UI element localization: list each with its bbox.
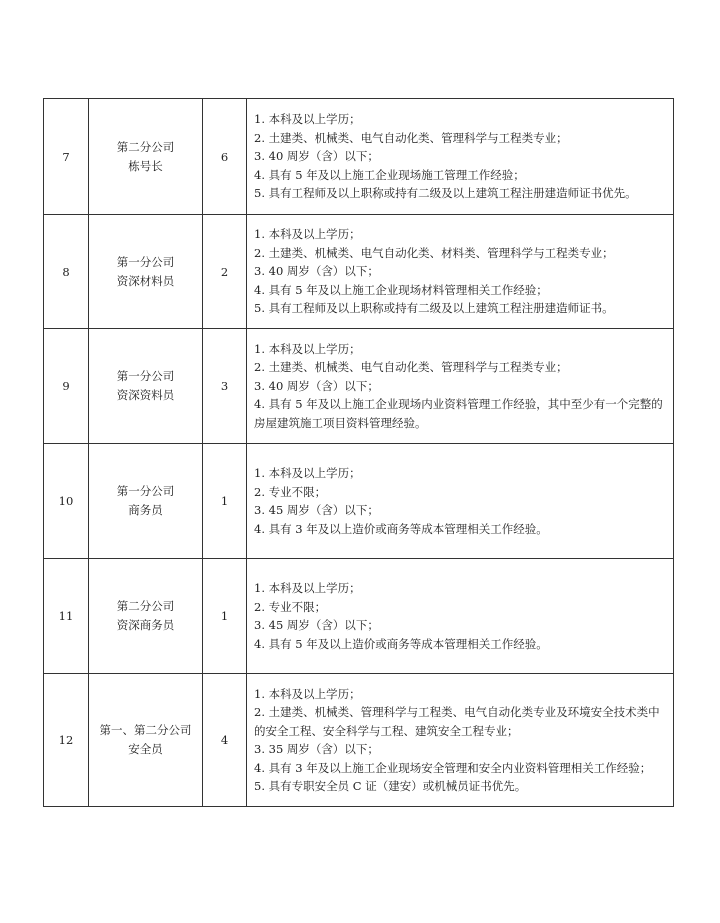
position-cell [89, 329, 203, 444]
requirements-cell [247, 559, 674, 674]
headcount: 2 [203, 215, 247, 329]
requirement-line: 2. 土建类、机械类、电气自动化类、材料类、管理科学与工程类专业； [254, 245, 614, 260]
requirement-line: 5. 具有专职安全员 C 证（建安）或机械员证书优先。 [254, 779, 527, 793]
requirement-line: 2. 专业不限； [254, 599, 327, 614]
requirement-line: 4. 具有 5 年及以上施工企业现场内业资料管理工作经验，其中至少有一个完整的房屋建筑施工项目资料管理经验。 [254, 397, 663, 430]
table-row [44, 444, 674, 559]
requirement-line: 3. 45 周岁（含）以下； [254, 503, 379, 517]
job-title: 资深材料员 [116, 273, 175, 288]
requirement-line: 5. 具有工程师及以上职称或持有二级及以上建筑工程注册建造师证书优先。 [254, 186, 637, 201]
company-name: 第一、第二分公司 [99, 723, 192, 737]
row-number: 11 [44, 559, 89, 674]
job-title: 资深商务员 [116, 618, 175, 632]
position-cell [89, 559, 203, 674]
requirement-line: 1. 本科及以上学历； [254, 466, 361, 480]
requirement-line: 3. 40 周岁（含）以下； [254, 149, 379, 164]
job-title: 商务员 [128, 503, 163, 517]
position-cell [89, 215, 203, 329]
requirement-line: 1. 本科及以上学历； [254, 341, 361, 356]
headcount: 4 [203, 674, 247, 807]
requirement-line: 1. 本科及以上学历； [254, 112, 361, 127]
position-cell [89, 674, 203, 807]
row-number: 12 [44, 674, 89, 807]
requirements-cell [247, 99, 674, 215]
requirements-cell [247, 444, 674, 559]
headcount: 6 [203, 99, 247, 215]
requirement-line: 3. 45 周岁（含）以下； [254, 618, 379, 632]
job-title: 栋号长 [128, 158, 163, 173]
requirement-line: 2. 土建类、机械类、电气自动化类、管理科学与工程类专业； [254, 130, 568, 145]
requirement-line: 2. 土建类、机械类、电气自动化类、管理科学与工程类专业； [254, 360, 568, 375]
requirement-line: 5. 具有工程师及以上职称或持有二级及以上建筑工程注册建造师证书。 [254, 301, 614, 316]
requirements-cell [247, 215, 674, 329]
requirement-line: 1. 本科及以上学历； [254, 686, 361, 701]
requirement-line: 3. 35 周岁（含）以下； [254, 742, 379, 756]
requirement-line: 2. 土建类、机械类、管理科学与工程类、电气自动化类专业及环境安全技术类中的安全工程、安全科学与工程、建筑安全工程专业； [254, 705, 660, 738]
headcount: 1 [203, 559, 247, 674]
requirement-line: 4. 具有 5 年及以上施工企业现场施工管理工作经验； [254, 167, 525, 182]
requirement-line: 4. 具有 3 年及以上造价或商务等成本管理相关工作经验。 [254, 521, 548, 536]
job-title: 资深资料员 [116, 388, 175, 402]
row-number: 9 [44, 329, 89, 444]
position-cell [89, 444, 203, 559]
job-title: 安全员 [128, 742, 163, 756]
company-name: 第一分公司 [116, 484, 175, 498]
headcount: 3 [203, 329, 247, 444]
table-row [44, 674, 674, 807]
row-number: 7 [44, 99, 89, 215]
requirement-line: 2. 专业不限； [254, 484, 327, 499]
requirement-line: 1. 本科及以上学历； [254, 227, 361, 242]
row-number: 10 [44, 444, 89, 559]
requirement-line: 1. 本科及以上学历； [254, 581, 361, 595]
headcount: 1 [203, 444, 247, 559]
requirement-line: 3. 40 周岁（含）以下； [254, 378, 379, 393]
company-name: 第二分公司 [116, 139, 175, 154]
table-row [44, 559, 674, 674]
position-cell [89, 99, 203, 215]
table-row [44, 329, 674, 444]
jobs-table [43, 98, 674, 807]
company-name: 第一分公司 [116, 254, 175, 269]
requirement-line: 3. 40 周岁（含）以下； [254, 264, 379, 279]
table-row [44, 215, 674, 329]
row-number: 8 [44, 215, 89, 329]
requirement-line: 4. 具有 5 年及以上施工企业现场材料管理相关工作经验； [254, 282, 548, 297]
requirement-line: 4. 具有 3 年及以上施工企业现场安全管理和安全内业资料管理相关工作经验； [254, 760, 652, 775]
requirement-line: 4. 具有 5 年及以上造价或商务等成本管理相关工作经验。 [254, 636, 548, 651]
company-name: 第一分公司 [116, 369, 175, 383]
requirements-cell [247, 674, 674, 807]
company-name: 第二分公司 [116, 599, 175, 613]
table-row [44, 99, 674, 215]
requirements-cell [247, 329, 674, 444]
